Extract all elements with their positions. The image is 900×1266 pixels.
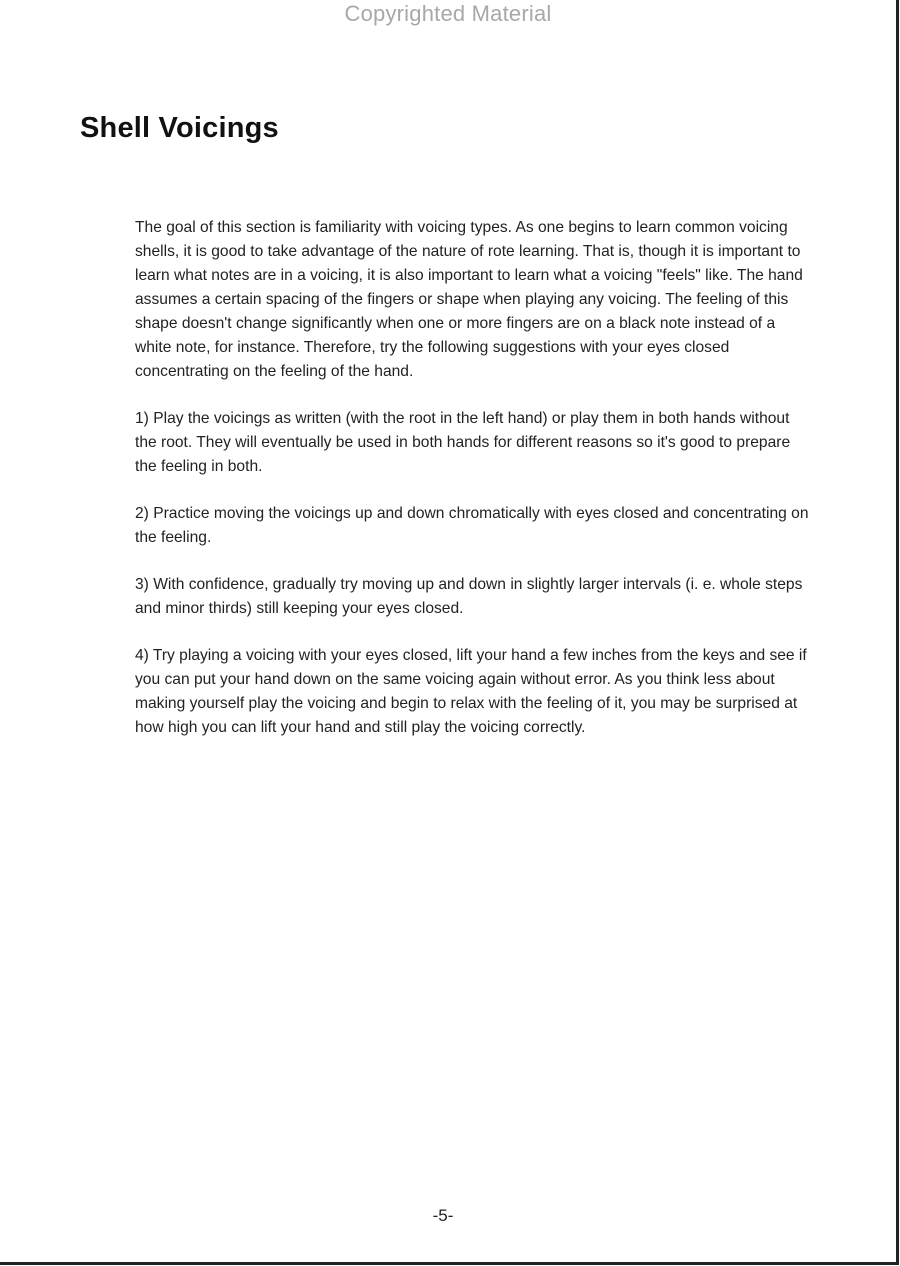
- copyright-watermark: Copyrighted Material: [344, 1, 552, 26]
- step-3-paragraph: 3) With confidence, gradually try moving up and down in slightly larger intervals (i. e. whole steps and minor thirds) still keeping your eyes closed.: [135, 576, 803, 617]
- step-4-paragraph: 4) Try playing a voicing with your eyes closed, lift your hand a few inches from the keys and see if you can put your hand down on the same voicing again without error. As you think less about making yourself play the voicing and begin to relax with the feeling of it, you may be surprised at how high you can lift your hand and still play the voicing correctly.: [135, 647, 807, 736]
- step-2-paragraph: 2) Practice moving the voicings up and down chromatically with eyes closed and concentrating on the feeling.: [135, 505, 809, 546]
- intro-paragraph: The goal of this section is familiarity with voicing types. As one begins to learn common voicing shells, it is good to take advantage of the nature of rote learning. That is, though it is important to learn what notes are in a voicing, it is also important to learn what a voicing "feels" like. The hand assumes a certain spacing of the fingers or shape when playing any voicing. The feeling of this shape doesn't change significantly when one or more fingers are on a black note instead of a white note, for instance. Therefore, try the following suggestions with your eyes closed concentrating on the feeling of the hand.: [135, 219, 803, 380]
- section-title: Shell Voicings: [80, 112, 279, 144]
- step-1-paragraph: 1) Play the voicings as written (with the root in the left hand) or play them in both hands without the root. They will eventually be used in both hands for different reasons so it's good to prepare the feeling in both.: [135, 410, 791, 475]
- page-number: -5-: [432, 1206, 454, 1225]
- body-text: [135, 216, 815, 763]
